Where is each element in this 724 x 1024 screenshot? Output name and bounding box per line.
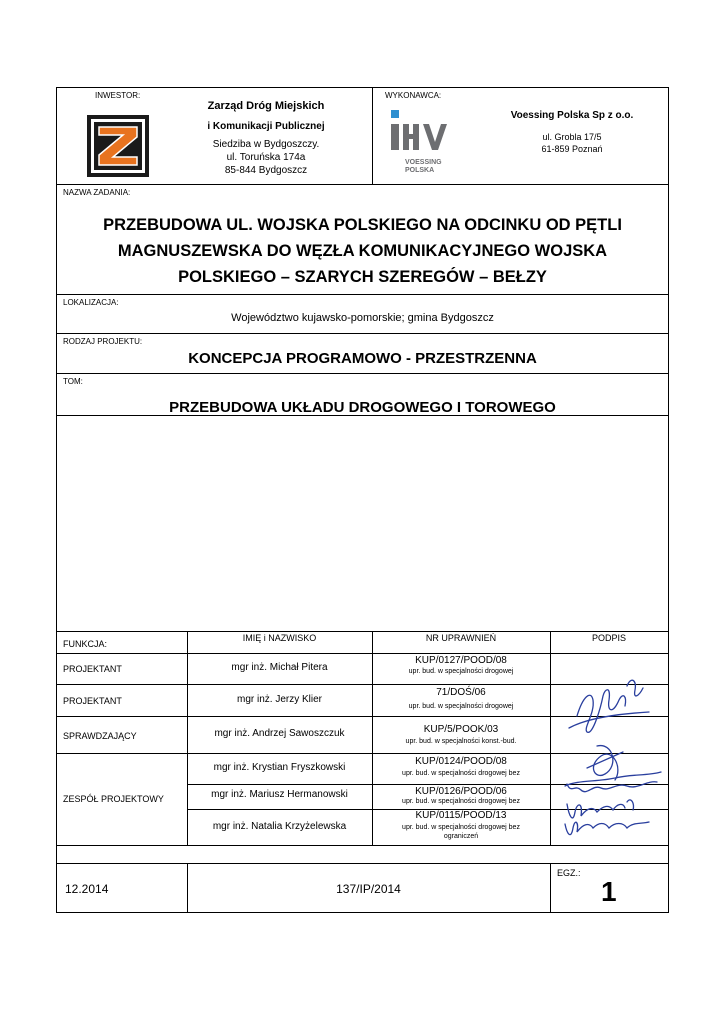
team-group-function: ZESPÓŁ PROJEKTOWY xyxy=(63,794,164,804)
task-title-line3: POLSKIEGO – SZARYCH SZEREGÓW – BEŁZY xyxy=(178,268,547,286)
row6-license: KUP/0115/POOD/13 xyxy=(415,810,507,821)
row5-name: mgr inż. Mariusz Hermanowski xyxy=(211,789,348,800)
row6-scope2: ograniczeń xyxy=(443,833,479,840)
investor-logo xyxy=(87,115,149,177)
footer-date: 12.2014 xyxy=(65,882,109,896)
signatures-image xyxy=(557,656,673,844)
row5-license: KUP/0126/POOD/06 xyxy=(415,786,507,797)
footer-number: 137/IP/2014 xyxy=(336,882,401,896)
header-function: FUNKCJA: xyxy=(63,639,108,649)
copy-number: 1 xyxy=(601,876,617,907)
row2-name: mgr inż. Jerzy Klier xyxy=(236,694,322,705)
copy-label: EGZ.: xyxy=(557,868,581,878)
row4-license: KUP/0124/POOD/08 xyxy=(415,756,507,767)
row5-scope: upr. bud. w specjalności drogowej bez xyxy=(402,798,520,805)
project-type-label: RODZAJ PROJEKTU: xyxy=(63,337,143,346)
row2-license: 71/DOŚ/06 xyxy=(436,687,486,698)
volume-value: PRZEBUDOWA UKŁADU DROGOWEGO I TOROWEGO xyxy=(169,399,556,416)
investor-address-line3: 85-844 Bydgoszcz xyxy=(224,165,308,176)
contractor-logo-text1: VOESSING xyxy=(405,159,442,166)
row2-scope: upr. bud. w specjalności drogowej xyxy=(408,703,514,710)
title-sheet xyxy=(56,87,669,913)
row2-function: PROJEKTANT xyxy=(63,696,122,706)
contractor-logo-text2: POLSKA xyxy=(405,167,435,174)
row6-scope: upr. bud. w specjalności drogowej bez xyxy=(402,824,520,831)
investor-name-line2: i Komunikacji Publicznej xyxy=(207,121,325,132)
location-label: LOKALIZACJA: xyxy=(63,298,119,307)
row1-function: PROJEKTANT xyxy=(63,664,122,674)
task-title-line1: PRZEBUDOWA UL. WOJSKA POLSKIEGO NA ODCINKU OD PĘTLI xyxy=(103,216,622,234)
volume-label: TOM: xyxy=(63,377,83,386)
row6-name: mgr inż. Natalia Krzyżelewska xyxy=(212,821,347,832)
row4-name: mgr inż. Krystian Fryszkowski xyxy=(213,762,346,773)
header-name: IMIĘ i NAZWISKO xyxy=(242,633,317,643)
task-title-line2: MAGNUSZEWSKA DO WĘZŁA KOMUNIKACYJNEGO WOJSKA xyxy=(117,242,608,260)
task-label: NAZWA ZADANIA: xyxy=(63,188,131,197)
header-signature: PODPIS xyxy=(591,633,626,643)
investor-address-line1: Siedziba w Bydgoszczy. xyxy=(212,139,320,150)
row4-scope: upr. bud. w specjalności drogowej bez xyxy=(402,770,520,777)
project-type-value: KONCEPCJA PROGRAMOWO - PRZESTRZENNA xyxy=(188,350,537,367)
row1-license: KUP/0127/POOD/08 xyxy=(415,655,507,666)
row3-scope: upr. bud. w specjalności konst.-bud. xyxy=(405,738,517,745)
row1-name: mgr inż. Michał Pitera xyxy=(231,662,328,673)
row1-scope: upr. bud. w specjalności drogowej xyxy=(408,668,514,675)
investor-name-line1: Zarząd Dróg Miejskich xyxy=(207,100,325,112)
location-value: Województwo kujawsko-pomorskie; gmina Bydgoszcz xyxy=(231,312,494,324)
contractor-logo xyxy=(389,108,451,178)
contractor-address-line2: 61-859 Poznań xyxy=(541,144,603,154)
row3-function: SPRAWDZAJĄCY xyxy=(63,731,137,741)
header-license: NR UPRAWNIEŃ xyxy=(425,633,497,643)
contractor-address-line1: ul. Grobla 17/5 xyxy=(542,132,602,142)
contractor-label: WYKONAWCA: xyxy=(385,91,442,100)
investor-label: INWESTOR: xyxy=(95,91,141,100)
row3-license: KUP/5/POOK/03 xyxy=(423,724,499,735)
row3-name: mgr inż. Andrzej Sawoszczuk xyxy=(214,728,345,739)
contractor-name: Voessing Polska Sp z o.o. xyxy=(510,110,634,121)
investor-address-line2: ul. Toruńska 174a xyxy=(226,152,306,163)
